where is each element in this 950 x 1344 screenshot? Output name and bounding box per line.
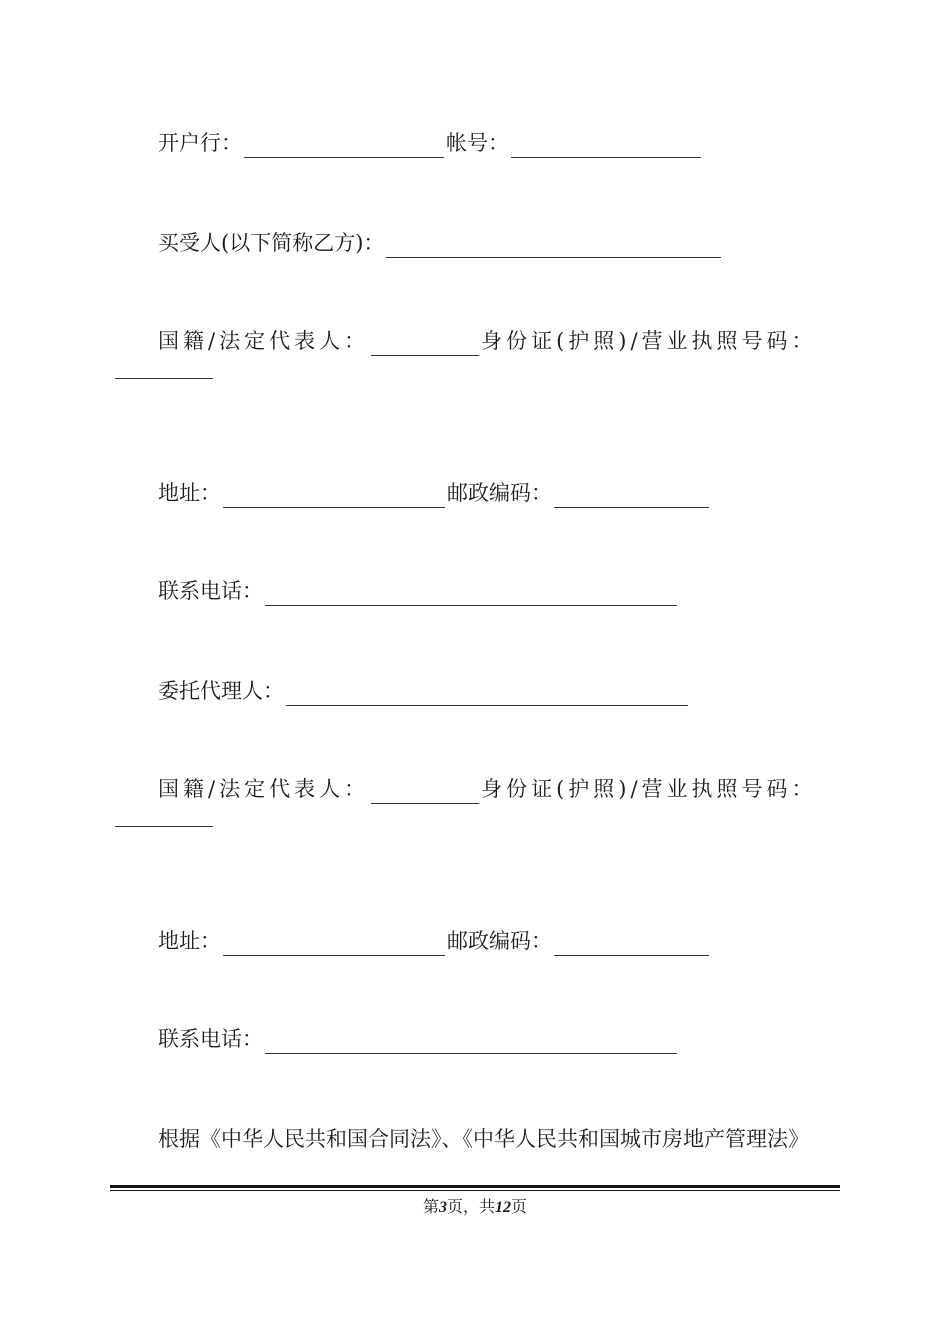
- agent-label: 委托代理人：: [158, 679, 284, 703]
- phone-label-1: 联系电话：: [158, 579, 263, 603]
- footer-total-pages: 12: [495, 1199, 511, 1216]
- phone-label-2: 联系电话：: [158, 1027, 263, 1051]
- nationality-line-2: [158, 774, 817, 804]
- footer-page-number: 3: [438, 1199, 447, 1216]
- address-blank-2: [223, 933, 445, 956]
- buyer-line: [158, 228, 723, 258]
- buyer-blank: [386, 235, 721, 258]
- postcode-label-1: 邮政编码：: [447, 481, 552, 505]
- agent-line: [158, 676, 690, 706]
- footer-rule-thin: [110, 1190, 840, 1191]
- nationality-line-1: [158, 326, 817, 356]
- address-line-2: [158, 926, 711, 956]
- address-label-2: 地址：: [158, 929, 221, 953]
- bank-blank: [244, 135, 444, 158]
- basis-text: 根据《中华人民共和国合同法》、《中华人民共和国城市房地产管理法》: [158, 1127, 809, 1151]
- postcode-blank-1: [554, 485, 709, 508]
- nationality-blank-2: [371, 781, 479, 804]
- page-footer: [0, 1194, 950, 1217]
- buyer-label: 买受人(以下简称乙方)：: [158, 231, 385, 255]
- footer-middle: 页，共: [446, 1199, 495, 1216]
- nationality-label-1: 国籍/法定代表人：: [158, 329, 370, 353]
- address-blank-1: [223, 485, 445, 508]
- phone-blank-1: [265, 583, 677, 606]
- footer-suffix: 页: [511, 1199, 528, 1216]
- phone-line-2: [158, 1024, 679, 1054]
- bank-label: 开户行：: [158, 131, 242, 155]
- id-label-1: 身份证(护照)/营业执照号码：: [481, 329, 817, 353]
- basis-line: [158, 1124, 809, 1154]
- id-blank-1: [115, 378, 213, 379]
- postcode-blank-2: [554, 933, 709, 956]
- phone-blank-2: [265, 1031, 677, 1054]
- nationality-label-2: 国籍/法定代表人：: [158, 777, 370, 801]
- agent-blank: [286, 683, 688, 706]
- account-blank: [511, 135, 701, 158]
- id-label-2: 身份证(护照)/营业执照号码：: [481, 777, 817, 801]
- id-blank-2: [115, 826, 213, 827]
- account-label: 帐号：: [446, 131, 509, 155]
- address-label-1: 地址：: [158, 481, 221, 505]
- address-line-1: [158, 478, 711, 508]
- nationality-blank-1: [371, 333, 479, 356]
- bank-line: [158, 128, 703, 158]
- phone-line-1: [158, 576, 679, 606]
- footer-rule-thick: [110, 1185, 840, 1188]
- postcode-label-2: 邮政编码：: [447, 929, 552, 953]
- footer-prefix: 第: [422, 1199, 439, 1216]
